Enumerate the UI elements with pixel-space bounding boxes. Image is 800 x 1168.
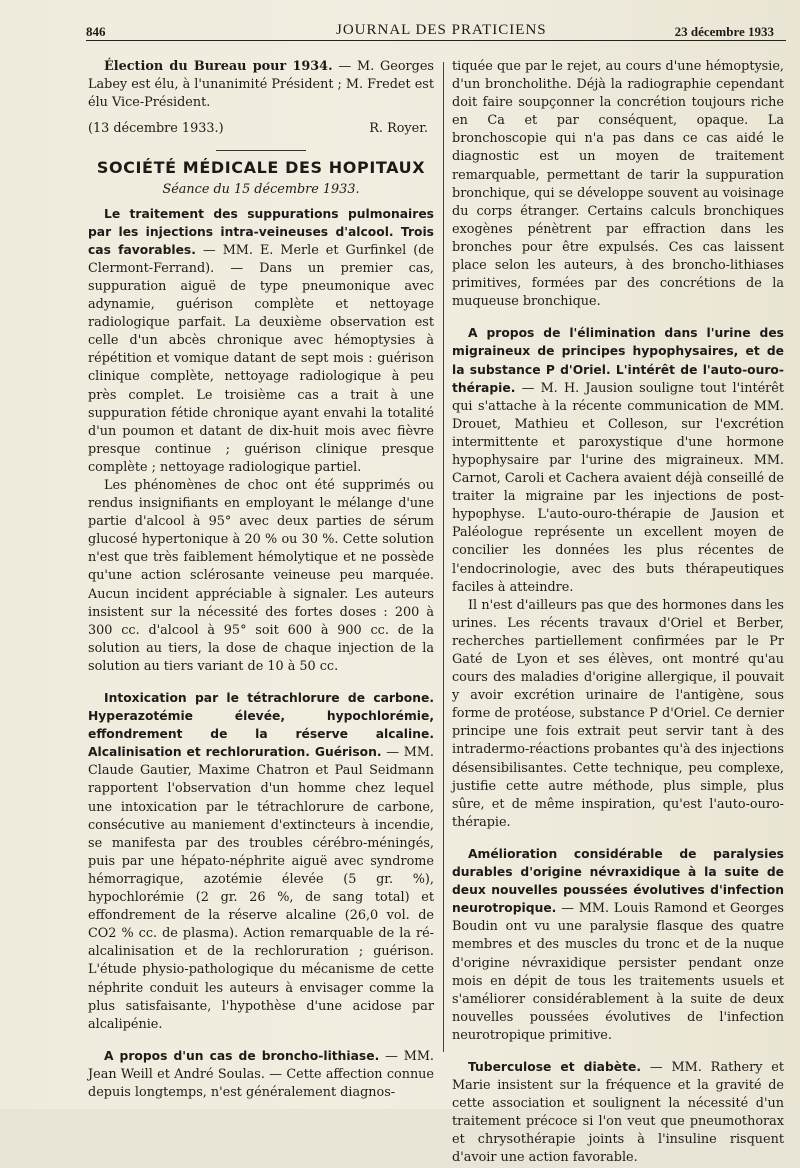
article-3-continuation: tiquée que par le rejet, au cours d'une hémoptysie, d'un broncholithe. Déjà la radiographie cependant doit faire soupçonner la concrétion toujours riche en Ca et par conséquent, opaque. La bronchoscopie qui n'a pas dans ce cas aidé le diagnostic est un moyen de traitement remarquable, permettant de tarir la suppuration bronchique, qui se développe souvent au voisinage du corps étranger. Certains calculs bronchiques exogènes pénètrent par effraction dans les bronches pour être expulsés. Ces cas laissent place selon les auteurs, à des broncho-lithiases primitives, formées par des concrétions de la muqueuse bronchique. (452, 59, 784, 310)
seance-date: Séance du 15 décembre 1933. (162, 182, 360, 198)
article-2-text: — MM. Claude Gautier, Maxime Chatron et Paul Seidmann rapportent l'observation d'un homme chez lequel une intoxication par le tétrachlorure de carbone, consécutive au maniement d'extincteurs à incendie, se manifesta par des troubles cérébro-méningés, puis par une hépato-néphrite aiguë avec syndrome hémorragique, azotémie élevée (5 gr. %), hypochlorémie (2 gr. 26 %, de sang total) et effondrement de la réserve alcaline (26,0 vol. de CO2 % cc. de plasma). Action remarquable de la ré-alcalinisation et de la rechloruration ; guérison. L'étude physio-pathologique du mécanisme de cette néphrite conduit les auteurs à envisager comme la plus satisfaisante, l'hypothèse d'une acidose par alcalipénie. (88, 745, 434, 1032)
election-paragraph (88, 58, 434, 112)
page-number: 846 (86, 24, 106, 39)
election-date: (13 décembre 1933.) (88, 121, 224, 137)
election-signature-line (88, 120, 434, 138)
article-5-title: Amélioration considérable de paralysies durables d'origine névraxidique à la suite de deux nouvelles poussées évolutives d'infection neurotropique. (452, 846, 784, 916)
article-1 (88, 206, 434, 477)
election-signature: R. Royer. (369, 121, 428, 137)
issue-date: 23 décembre 1933 (674, 24, 774, 39)
article-3-title: A propos d'un cas de broncho-lithiase. (104, 1048, 380, 1063)
article-4-paragraph-2: Il n'est d'ailleurs pas que des hormones dans les urines. Les récents travaux d'Oriel et Berber, recherches partiellement confirmées par le Pr Gaté de Lyon et ses élèves, ont montré qu'au cours des maladies d'origine allergique, il pouvait y avoir excrétion urinaire de l'antigène, sous forme de protéose, substance P d'Oriel. Ce dernier principe une fois extrait peut servir tant à des intradermo-réactions probantes qu'à des injections désensibilisantes. Cette technique, peu complexe, justifie cette autre méthode, plus simple, plus sûre, et de même inspiration, qu'est l'auto-ouro-thérapie. (452, 597, 784, 830)
article-5-text: — MM. Louis Ramond et Georges Boudin ont vu une paralysie flasque des quatre membres et des muscles du tronc et de la nuque d'origine névraxidique persister pendant onze mois en dépit de tous les traitements usuels et s'améliorer considérablement à la suite de deux nouvelles poussées évolutives de l'infection neurotropique primitive. (452, 901, 784, 1043)
left-column (88, 58, 434, 1102)
article-1-text: — MM. E. Merle et Gurfinkel (de Clermont-Ferrand). — Dans un premier cas, suppuration aiguë de type pneumonique avec adynamie, guérison complète et nettoyage radiologique parfait. La deuxième observation est celle d'un abcès chronique avec hémoptysies à répétition et vomique datant de sept mois : guérison clinique complète, nettoyage radiologique à peu près complet. Le troisième cas a trait à une suppuration fétide chronique ayant envahi la totalité d'un poumon et datant de dix-huit mois avec fièvre presque continue ; guérison clinique presque complète ; nettoyage radiologique partiel. (88, 242, 434, 475)
column-divider (443, 62, 444, 1052)
article-3-text: — MM. Jean Weill et André Soulas. — Cette affection connue depuis longtemps, n'est généralement diagnos- (88, 1048, 434, 1100)
election-text: — M. Georges Labey est élu, à l'unanimité Président ; M. Fredet est élu Vice-Président. (88, 59, 434, 111)
article-4-title: A propos de l'élimination dans l'urine des migraineux de principes hypophysaires, et de la substance P d'Oriel. L'intérêt de l'auto-ouro-thérapie. (452, 326, 784, 395)
article-6 (452, 1059, 784, 1168)
article-1-paragraph-2: Les phénomènes de choc ont été supprimés ou rendus insignifiants en employant le mélange d'une partie d'alcool à 95° avec deux parties de sérum glucosé hypertonique à 20 % ou 30 %. Cette solution n'est que très faiblement hémolytique et ne possède qu'une action sclérosante veineuse peu marquée. Aucun incident appréciable à signaler. Les auteurs insistent sur la nécessité des fortes doses : 200 à 300 cc. d'alcool à 95° soit 600 à 900 cc. de la solution au tiers, la dose de chaque injection de la solution au tiers variant de 10 à 50 cc. (88, 477, 434, 674)
article-5 (452, 846, 784, 1045)
section-title: SOCIÉTÉ MÉDICALE DES HOPITAUX (96, 158, 426, 178)
article-2 (88, 690, 434, 1034)
section-separator (216, 150, 306, 151)
article-4-text: — M. H. Jausion souligne tout l'intérêt qui s'attache à la récente communication de MM. Drouet, Mathieu et Colleson, sur l'excrétion intermittente et paroxystique d'une hormone hypophysaire par l'urine des migraineux. MM. Carnot, Caroli et Cachera avaient déjà conseillé de traiter la migraine par les injections de post-hypophyse. L'auto-ouro-thérapie de Jausion et Paléologue représente un excellent moyen de concilier les données les plus récentes de l'endocrinologie, avec des buts thérapeutiques faciles à atteindre. (452, 380, 784, 595)
article-4 (452, 325, 784, 596)
article-2-title: Intoxication par le tétrachlorure de carbone. Hyperazotémie élevée, hypochlorémie, effondrement de la réserve alcaline. Alcalinisation et rechloruration. Guérison. (88, 691, 434, 760)
article-1-title: Le traitement des suppurations pulmonaires par les injections intra-veineuses d'alcool. Trois cas favorables. (88, 206, 434, 257)
election-title: Élection du Bureau pour 1934. (104, 59, 333, 74)
article-6-title: Tuberculose et diabète. (468, 1059, 642, 1074)
page-header (86, 20, 786, 42)
journal-title: JOURNAL DES PRATICIENS (336, 22, 547, 38)
right-column (452, 58, 784, 1168)
article-6-text: — MM. Rathery et Marie insistent sur la fréquence et la gravité de cette association et soulignent la nécessité d'un traitement précoce si l'on veut que pneumothorax et chrysothérapie joints à l'insuline risquent d'avoir une action favorable. (452, 1059, 784, 1166)
article-3 (88, 1048, 434, 1102)
header-rule (86, 40, 786, 41)
